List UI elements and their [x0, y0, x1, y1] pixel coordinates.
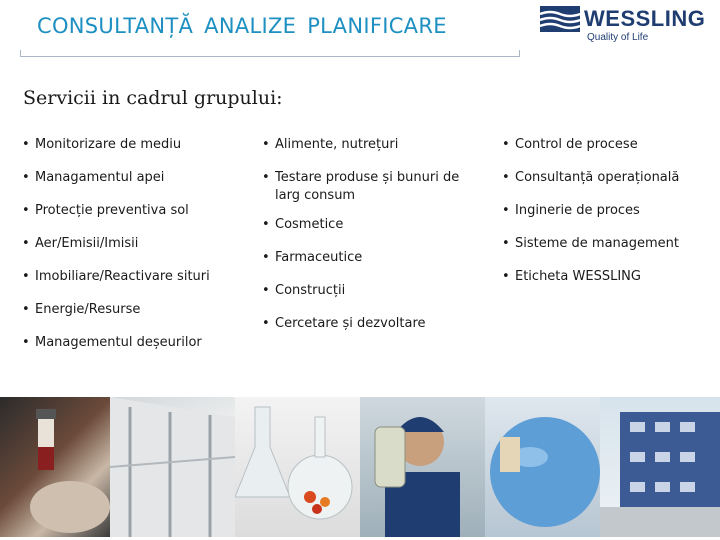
logo-name: WESSLING: [584, 6, 706, 31]
gas-cylinder-photo: [485, 397, 600, 537]
building-corridor-photo: [110, 397, 235, 537]
list-item: • Eticheta WESSLING: [502, 268, 717, 286]
list-item: • Cercetare și dezvoltare: [262, 315, 482, 333]
section-heading: Servicii in cadrul grupului:: [23, 87, 283, 109]
list-item: • Construcții: [262, 282, 482, 300]
list-item: • Inginerie de proces: [502, 202, 717, 220]
wessling-logo: [540, 6, 715, 46]
logo-wave-icon: [540, 6, 580, 32]
list-item: • Monitorizare de mediu: [22, 136, 237, 154]
services-list-consulting: [502, 136, 717, 301]
list-item: • Managementul deșeurilor: [22, 334, 237, 352]
list-item: • Managamentul apei: [22, 169, 237, 187]
logo-tagline: Quality of Life: [587, 32, 649, 43]
photo-strip: [0, 397, 720, 537]
title-underline: [20, 50, 520, 57]
services-list-products: [262, 136, 482, 348]
office-building-photo: [600, 397, 720, 537]
services-list-environment: [22, 136, 237, 367]
list-item: • Cosmetice: [262, 216, 482, 234]
list-item: • Testare produse și bunuri de larg consum: [262, 169, 482, 205]
flasks-photo: [235, 397, 360, 537]
list-item: • Aer/Emisii/Imisii: [22, 235, 237, 253]
lab-sample-photo: [0, 397, 110, 537]
list-item: • Farmaceutice: [262, 249, 482, 267]
page-title: CONSULTANȚĂ ANALIZE PLANIFICARE: [37, 14, 447, 38]
list-item: • Imobiliare/Reactivare situri: [22, 268, 237, 286]
list-item: • Energie/Resurse: [22, 301, 237, 319]
list-item: • Alimente, nutrețuri: [262, 136, 482, 154]
list-item: • Control de procese: [502, 136, 717, 154]
list-item: • Protecție preventiva sol: [22, 202, 237, 220]
list-item: • Consultanță operațională: [502, 169, 717, 187]
field-technician-photo: [360, 397, 485, 537]
list-item: • Sisteme de management: [502, 235, 717, 253]
